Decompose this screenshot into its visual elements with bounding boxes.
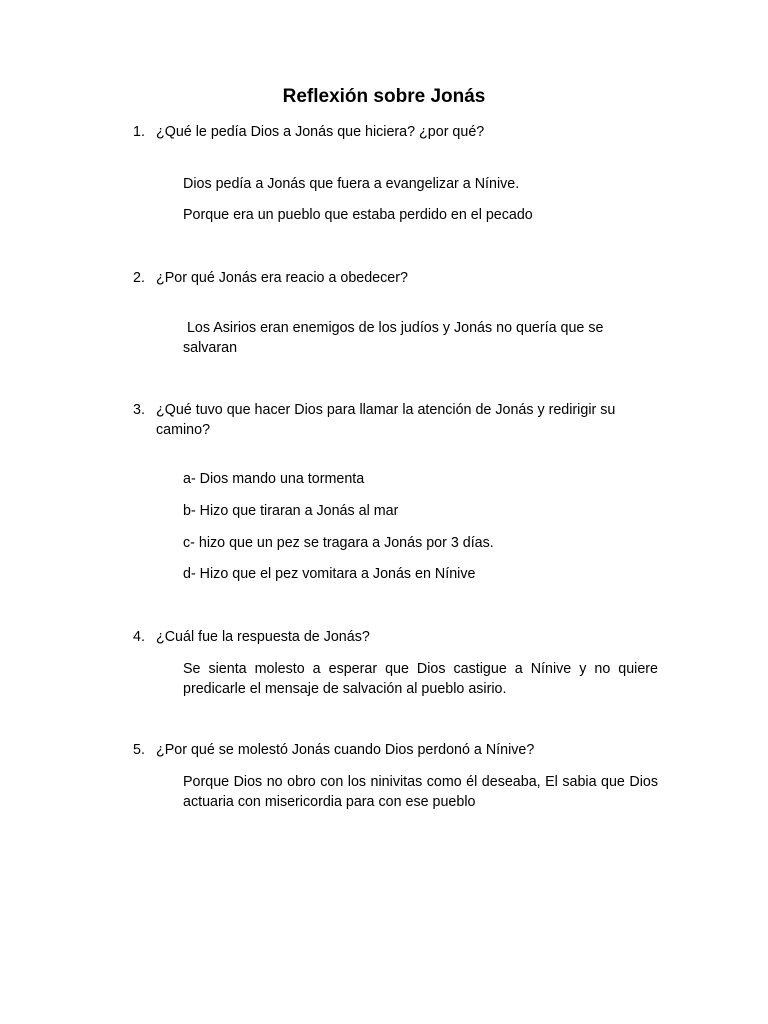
question-5 xyxy=(133,740,673,760)
question-text: ¿Qué tuvo que hacer Dios para llamar la atención de Jonás y redirigir su camino? xyxy=(156,402,616,438)
question-3 xyxy=(133,400,673,440)
answer-5a: Porque Dios no obro con los ninivitas como él deseaba, El sabia que Dios actuaria con misericordia para con ese pueblo xyxy=(183,774,658,810)
answer-1a: Dios pedía a Jonás que fuera a evangelizar a Nínive. xyxy=(183,176,520,192)
question-number: 4. xyxy=(133,629,145,645)
question-2 xyxy=(133,268,673,288)
answer-2a: Los Asirios eran enemigos de los judíos y Jonás no quería que se salvaran xyxy=(183,320,608,356)
document-title: Reflexión sobre Jonás xyxy=(282,86,486,107)
answer-3c: c- hizo que un pez se tragara a Jonás por 3 días. xyxy=(183,535,494,551)
question-1 xyxy=(133,122,673,142)
question-4 xyxy=(133,627,673,647)
question-text: ¿Cuál fue la respuesta de Jonás? xyxy=(156,629,370,645)
answer-3d: d- Hizo que el pez vomitara a Jonás en Nínive xyxy=(183,566,476,582)
question-number: 1. xyxy=(133,124,145,140)
answer-4a: Se sienta molesto a esperar que Dios castigue a Nínive y no quiere predicarle el mensaje de salvación al pueblo asirio. xyxy=(183,661,658,697)
question-text: ¿Por qué se molestó Jonás cuando Dios perdonó a Nínive? xyxy=(156,742,535,758)
question-text: ¿Por qué Jonás era reacio a obedecer? xyxy=(156,270,408,286)
question-number: 2. xyxy=(133,270,145,286)
question-number: 5. xyxy=(133,742,145,758)
question-number: 3. xyxy=(133,402,145,418)
answer-3b: b- Hizo que tiraran a Jonás al mar xyxy=(183,503,399,519)
answer-1b: Porque era un pueblo que estaba perdido en el pecado xyxy=(183,207,533,223)
answer-3a: a- Dios mando una tormenta xyxy=(183,471,365,487)
question-text: ¿Qué le pedía Dios a Jonás que hiciera? ¿por qué? xyxy=(156,124,485,140)
